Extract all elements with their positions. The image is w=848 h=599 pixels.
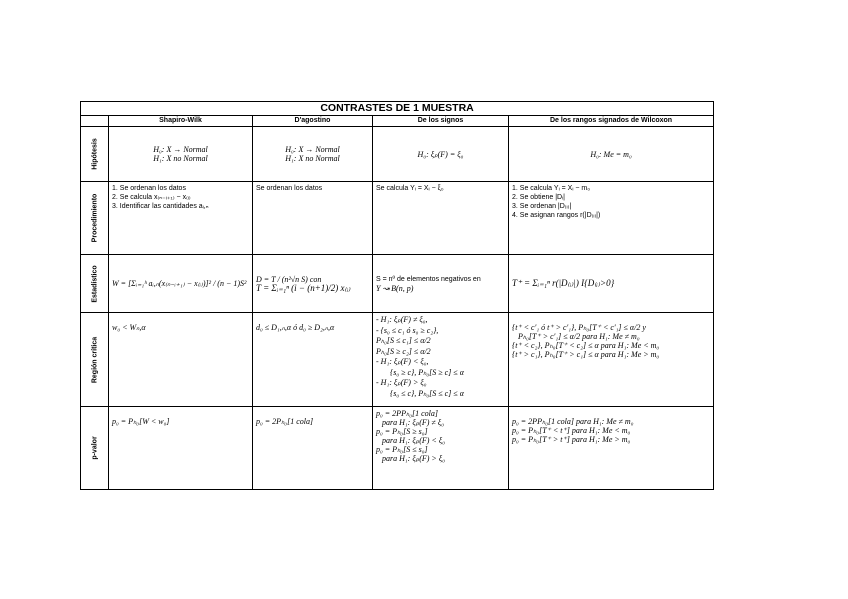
- pvalor-dagostino: p₀ = 2Pₕ₀[1 cola]: [253, 407, 373, 490]
- estadistico-wilcoxon: T⁺ = Σᵢ₌₁ⁿ r(|D₍ᵢ₎|) I{D₍ᵢ₎>0}: [509, 255, 714, 313]
- pvalor-wilcoxon: p₀ = 2PPₕ₀[1 cola] para H₁: Me ≠ m₀ p₀ = Pₕ₀[T⁺ < t⁺] para H₁: Me < m₀ p₀ = Pₕ₀[T⁺ > t⁺] para H₁: Me > m₀: [509, 407, 714, 490]
- pvalor-shapiro: p₀ = Pₕ₀[W < w₀]: [109, 407, 253, 490]
- hipotesis-dagostino: H₀: X → Normal H₁: X no Normal: [253, 127, 373, 182]
- column-header-shapiro: Shapiro-Wilk: [109, 116, 253, 127]
- procedimiento-shapiro: 1. Se ordenan los datos 2. Se calcula x₍ₙ₋ᵢ₊₁₎ − x₍ᵢ₎ 3. Identificar las cantidades aᵢ,ₙ: [109, 182, 253, 255]
- row-label-pvalor: p-valor: [81, 407, 109, 490]
- procedimiento-signos: Se calcula Yᵢ = Xᵢ − ξ₀: [373, 182, 509, 255]
- hipotesis-signos: H₀: ξₚ(F) = ξ₀: [373, 127, 509, 182]
- estadistico-shapiro: W = [Σᵢ₌₁ʰ aᵢ,ₙ(x₍ₙ₋ᵢ₊₁₎ − x₍ᵢ₎)]² / (n − 1)S²: [109, 255, 253, 313]
- region-dagostino: d₀ ≤ D₁,ₙ,α ó d₀ ≥ D₂,ₙ,α: [253, 313, 373, 407]
- contrastes-table: [80, 101, 714, 490]
- hipotesis-shapiro: H₀: X → Normal H₁: X no Normal: [109, 127, 253, 182]
- estadistico-signos: S = nº de elementos negativos en Y ↝ B(n, p): [373, 255, 509, 313]
- column-header-dagostino: D'agostino: [253, 116, 373, 127]
- hipotesis-wilcoxon: H₀: Me = m₀: [509, 127, 714, 182]
- row-label-region-critica: Región crítica: [81, 313, 109, 407]
- row-label-procedimiento: Procedimiento: [81, 182, 109, 255]
- row-label-hipotesis: Hipótesis: [81, 127, 109, 182]
- region-shapiro: w₀ < Wₙ,α: [109, 313, 253, 407]
- table-title: CONTRASTES DE 1 MUESTRA: [81, 102, 714, 116]
- region-wilcoxon: {t⁺ < c′₁ ó t⁺ > c′₁}, Pₕ₀[T⁺ < c′₁] ≤ α/2 y Pₕ₀[T⁺ > c′₁] ≤ α/2 para H₁: Me ≠ m₀ {t⁺ < c₂}, Pₕ₀[T⁺ < c₂] ≤ α para H₁: Me < m₀ {t⁺ > c₁}, Pₕ₀[T⁺ > c₁] ≤ α para H₁: Me > m₀: [509, 313, 714, 407]
- column-header-signos: De los signos: [373, 116, 509, 127]
- pvalor-signos: p₀ = 2PPₕ₀[1 cola] para H₁: ξₚ(F) ≠ ξ₀ p₀ = Pₕ₀[S ≥ s₀] para H₁: ξₚ(F) < ξ₀ p₀ = Pₕ₀[S ≤ s₀] para H₁: ξₚ(F) > ξ₀: [373, 407, 509, 490]
- row-label-estadistico: Estadístico: [81, 255, 109, 313]
- estadistico-dagostino: D = T / (n²√n S) con T = Σᵢ₌₁ⁿ (i − (n+1)/2) x₍ᵢ₎: [253, 255, 373, 313]
- column-header-wilcoxon: De los rangos signados de Wilcoxon: [509, 116, 714, 127]
- corner-cell: [81, 116, 109, 127]
- procedimiento-wilcoxon: 1. Se calcula Yᵢ = Xᵢ − m₀ 2. Se obtiene |Dᵢ| 3. Se ordenan |D₍ᵢ₎| 4. Se asignan rangos r(|D₍ᵢ₎|): [509, 182, 714, 255]
- region-signos: - H₁: ξₚ(F) ≠ ξ₀, - {s₀ ≤ c₁ ó s₀ ≥ c₂}, Pₕ₀[S ≤ c₁] ≤ α/2 Pₕ₀[S ≥ c₂] ≤ α/2 - H₁: ξₚ(F) < ξ₀, {s₀ ≥ c}, Pₕ₀[S ≥ c] ≤ α - H₁: ξₚ(F) > ξ₀ {s₀ ≤ c}, Pₕ₀[S ≤ c] ≤ α: [373, 313, 509, 407]
- procedimiento-dagostino: Se ordenan los datos: [253, 182, 373, 255]
- contrastes-table-wrapper: [80, 101, 713, 490]
